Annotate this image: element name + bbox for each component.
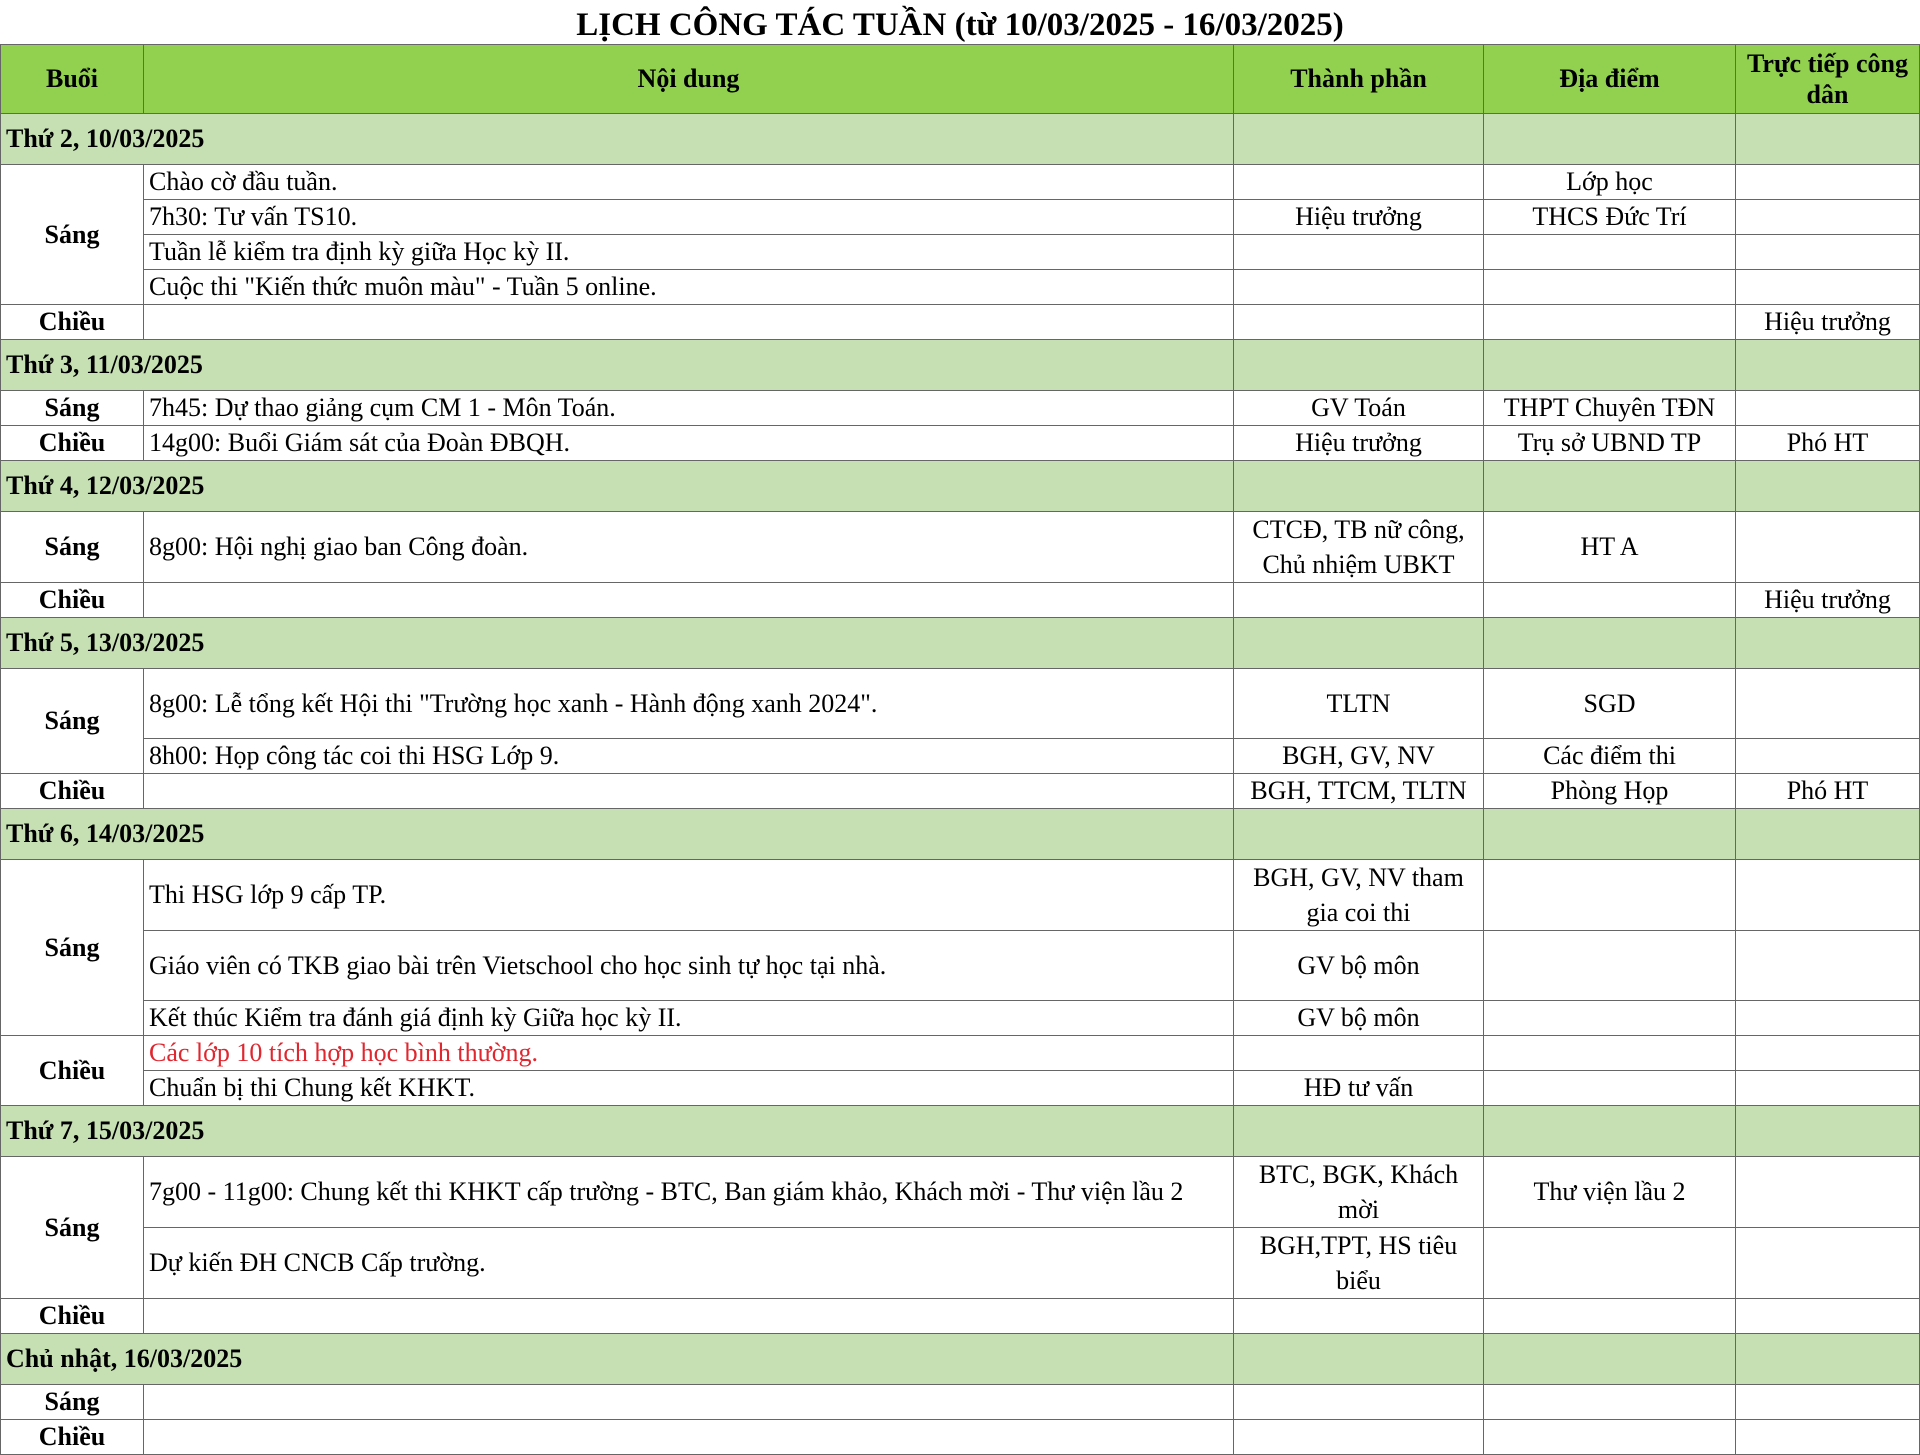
schedule-table: [0, 44, 1920, 1455]
session-cell: Sáng: [1, 1157, 144, 1299]
table-row: [1, 512, 1920, 583]
table-row: [1, 1420, 1920, 1455]
location-cell: [1484, 1385, 1736, 1420]
reception-cell: [1736, 391, 1920, 426]
day-cell: [1234, 340, 1484, 391]
reception-cell: [1736, 1157, 1920, 1228]
table-row: [1, 739, 1920, 774]
participants-cell: Hiệu trưởng: [1234, 200, 1484, 235]
content-cell: Chào cờ đầu tuần.: [144, 165, 1234, 200]
reception-cell: [1736, 512, 1920, 583]
header-participants: Thành phần: [1234, 45, 1484, 114]
participants-cell: GV Toán: [1234, 391, 1484, 426]
reception-cell: [1736, 200, 1920, 235]
content-cell: [144, 305, 1234, 340]
participants-cell: BGH, GV, NV: [1234, 739, 1484, 774]
content-cell: Cuộc thi "Kiến thức muôn màu" - Tuần 5 online.: [144, 270, 1234, 305]
table-row: [1, 200, 1920, 235]
reception-cell: [1736, 270, 1920, 305]
day-label: Thứ 7, 15/03/2025: [1, 1106, 1234, 1157]
content-cell: [144, 1385, 1234, 1420]
table-row: [1, 1157, 1920, 1228]
participants-cell: BGH,TPT, HS tiêu biểu: [1234, 1228, 1484, 1299]
content-cell: Tuần lễ kiểm tra định kỳ giữa Học kỳ II.: [144, 235, 1234, 270]
day-cell: [1484, 114, 1736, 165]
day-cell: [1736, 1106, 1920, 1157]
participants-cell: [1234, 305, 1484, 340]
reception-cell: [1736, 1385, 1920, 1420]
participants-cell: GV bộ môn: [1234, 931, 1484, 1001]
reception-cell: Phó HT: [1736, 774, 1920, 809]
location-cell: Các điểm thi: [1484, 739, 1736, 774]
content-cell: 14g00: Buổi Giám sát của Đoàn ĐBQH.: [144, 426, 1234, 461]
reception-cell: [1736, 1299, 1920, 1334]
participants-cell: [1234, 1420, 1484, 1455]
day-cell: [1736, 340, 1920, 391]
day-row: [1, 618, 1920, 669]
day-cell: [1234, 618, 1484, 669]
table-row: [1, 165, 1920, 200]
location-cell: [1484, 235, 1736, 270]
location-cell: Phòng Họp: [1484, 774, 1736, 809]
session-cell: Sáng: [1, 860, 144, 1036]
location-cell: [1484, 305, 1736, 340]
reception-cell: Hiệu trưởng: [1736, 583, 1920, 618]
participants-cell: TLTN: [1234, 669, 1484, 739]
day-cell: [1234, 114, 1484, 165]
session-cell: Chiều: [1, 1299, 144, 1334]
day-cell: [1484, 461, 1736, 512]
session-cell: Sáng: [1, 1385, 144, 1420]
day-cell: [1484, 1334, 1736, 1385]
day-label: Thứ 4, 12/03/2025: [1, 461, 1234, 512]
content-cell: Dự kiến ĐH CNCB Cấp trường.: [144, 1228, 1234, 1299]
table-row: [1, 669, 1920, 739]
day-cell: [1234, 461, 1484, 512]
content-cell: 8g00: Lễ tổng kết Hội thi "Trường học xanh - Hành động xanh 2024".: [144, 669, 1234, 739]
table-row: [1, 1385, 1920, 1420]
location-cell: SGD: [1484, 669, 1736, 739]
participants-cell: HĐ tư vấn: [1234, 1071, 1484, 1106]
table-row: [1, 583, 1920, 618]
location-cell: HT A: [1484, 512, 1736, 583]
session-cell: Sáng: [1, 669, 144, 774]
reception-cell: [1736, 1001, 1920, 1036]
content-cell: [144, 1420, 1234, 1455]
location-cell: Trụ sở UBND TP: [1484, 426, 1736, 461]
reception-cell: [1736, 931, 1920, 1001]
table-row: [1, 391, 1920, 426]
table-row: [1, 860, 1920, 931]
day-cell: [1736, 114, 1920, 165]
header-reception: Trực tiếp công dân: [1736, 45, 1920, 114]
day-cell: [1736, 618, 1920, 669]
content-cell: 7h45: Dự thao giảng cụm CM 1 - Môn Toán.: [144, 391, 1234, 426]
day-label: Thứ 6, 14/03/2025: [1, 809, 1234, 860]
participants-cell: GV bộ môn: [1234, 1001, 1484, 1036]
header-row: [1, 45, 1920, 114]
day-row: [1, 114, 1920, 165]
table-row: [1, 1228, 1920, 1299]
reception-cell: Phó HT: [1736, 426, 1920, 461]
content-cell: Thi HSG lớp 9 cấp TP.: [144, 860, 1234, 931]
session-cell: Chiều: [1, 774, 144, 809]
location-cell: [1484, 931, 1736, 1001]
day-cell: [1484, 1106, 1736, 1157]
content-cell: Kết thúc Kiểm tra đánh giá định kỳ Giữa học kỳ II.: [144, 1001, 1234, 1036]
participants-cell: [1234, 165, 1484, 200]
reception-cell: [1736, 1036, 1920, 1071]
day-label: Chủ nhật, 16/03/2025: [1, 1334, 1234, 1385]
table-row: [1, 1071, 1920, 1106]
table-row: [1, 426, 1920, 461]
location-cell: [1484, 270, 1736, 305]
day-cell: [1484, 340, 1736, 391]
location-cell: Thư viện lầu 2: [1484, 1157, 1736, 1228]
session-cell: Chiều: [1, 1420, 144, 1455]
day-cell: [1234, 1334, 1484, 1385]
content-cell: Giáo viên có TKB giao bài trên Vietschool cho học sinh tự học tại nhà.: [144, 931, 1234, 1001]
day-row: [1, 340, 1920, 391]
table-row: [1, 270, 1920, 305]
content-cell: [144, 774, 1234, 809]
session-cell: Sáng: [1, 391, 144, 426]
reception-cell: Hiệu trưởng: [1736, 305, 1920, 340]
content-cell: 7h30: Tư vấn TS10.: [144, 200, 1234, 235]
header-location: Địa điểm: [1484, 45, 1736, 114]
day-cell: [1736, 1334, 1920, 1385]
day-cell: [1484, 809, 1736, 860]
reception-cell: [1736, 739, 1920, 774]
location-cell: [1484, 1420, 1736, 1455]
table-row: [1, 1299, 1920, 1334]
reception-cell: [1736, 669, 1920, 739]
participants-cell: [1234, 270, 1484, 305]
day-cell: [1736, 809, 1920, 860]
location-cell: [1484, 583, 1736, 618]
table-row: [1, 774, 1920, 809]
location-cell: [1484, 860, 1736, 931]
day-cell: [1234, 1106, 1484, 1157]
day-row: [1, 809, 1920, 860]
session-cell: Chiều: [1, 426, 144, 461]
content-cell: [144, 1299, 1234, 1334]
session-cell: Chiều: [1, 1036, 144, 1106]
participants-cell: Hiệu trưởng: [1234, 426, 1484, 461]
reception-cell: [1736, 235, 1920, 270]
content-cell: 7g00 - 11g00: Chung kết thi KHKT cấp trường - BTC, Ban giám khảo, Khách mời - Thư viện lầu 2: [144, 1157, 1234, 1228]
content-cell: 8h00: Họp công tác coi thi HSG Lớp 9.: [144, 739, 1234, 774]
participants-cell: [1234, 1385, 1484, 1420]
participants-cell: CTCĐ, TB nữ công, Chủ nhiệm UBKT: [1234, 512, 1484, 583]
day-label: Thứ 2, 10/03/2025: [1, 114, 1234, 165]
reception-cell: [1736, 1420, 1920, 1455]
page-title: LỊCH CÔNG TÁC TUẦN (từ 10/03/2025 - 16/03/2025): [576, 7, 1344, 43]
day-cell: [1484, 618, 1736, 669]
content-cell: [144, 583, 1234, 618]
header-content: Nội dung: [144, 45, 1234, 114]
participants-cell: [1234, 583, 1484, 618]
session-cell: Sáng: [1, 165, 144, 305]
session-cell: Sáng: [1, 512, 144, 583]
location-cell: [1484, 1001, 1736, 1036]
table-row: [1, 931, 1920, 1001]
participants-cell: [1234, 1299, 1484, 1334]
table-row: [1, 305, 1920, 340]
day-cell: [1234, 809, 1484, 860]
day-row: [1, 461, 1920, 512]
day-cell: [1736, 461, 1920, 512]
table-row: [1, 235, 1920, 270]
location-cell: THPT Chuyên TĐN: [1484, 391, 1736, 426]
location-cell: [1484, 1228, 1736, 1299]
reception-cell: [1736, 860, 1920, 931]
participants-cell: BGH, GV, NV tham gia coi thi: [1234, 860, 1484, 931]
participants-cell: BGH, TTCM, TLTN: [1234, 774, 1484, 809]
content-cell: Chuẩn bị thi Chung kết KHKT.: [144, 1071, 1234, 1106]
header-session: Buổi: [1, 45, 144, 114]
session-cell: Chiều: [1, 305, 144, 340]
reception-cell: [1736, 1071, 1920, 1106]
day-row: [1, 1334, 1920, 1385]
reception-cell: [1736, 165, 1920, 200]
table-row: [1, 1001, 1920, 1036]
day-label: Thứ 3, 11/03/2025: [1, 340, 1234, 391]
location-cell: [1484, 1071, 1736, 1106]
reception-cell: [1736, 1228, 1920, 1299]
day-label: Thứ 5, 13/03/2025: [1, 618, 1234, 669]
content-cell: 8g00: Hội nghị giao ban Công đoàn.: [144, 512, 1234, 583]
content-cell-highlighted: Các lớp 10 tích hợp học bình thường.: [144, 1036, 1234, 1071]
session-cell: Chiều: [1, 583, 144, 618]
participants-cell: [1234, 235, 1484, 270]
participants-cell: [1234, 1036, 1484, 1071]
table-row: [1, 1036, 1920, 1071]
location-cell: [1484, 1036, 1736, 1071]
location-cell: THCS Đức Trí: [1484, 200, 1736, 235]
day-row: [1, 1106, 1920, 1157]
participants-cell: BTC, BGK, Khách mời: [1234, 1157, 1484, 1228]
location-cell: [1484, 1299, 1736, 1334]
location-cell: Lớp học: [1484, 165, 1736, 200]
